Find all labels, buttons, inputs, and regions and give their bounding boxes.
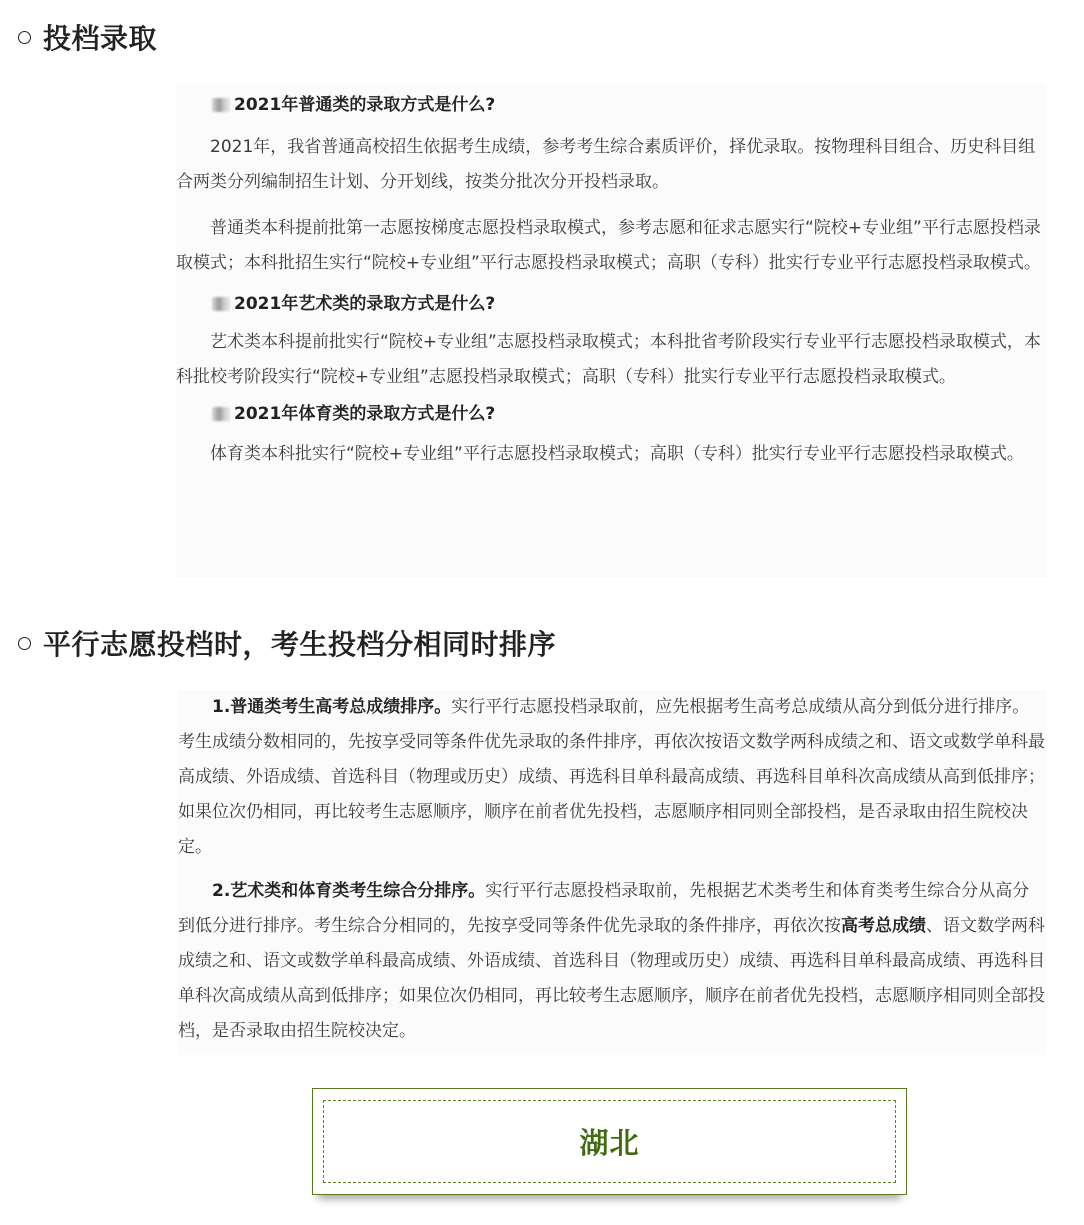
question-text: 2021年体育类的录取方式是什么? bbox=[234, 403, 496, 424]
question-text: 2021年艺术类的录取方式是什么? bbox=[234, 293, 496, 314]
section-heading-tie-ranking bbox=[18, 623, 556, 663]
section-title: 投档录取 bbox=[43, 22, 158, 55]
blurred-emoji-icon bbox=[212, 297, 230, 311]
item-text: 实行平行志愿投档录取前，先根据艺术类考生和体育类考生综合分从高分到低分进行排序。考生综合分相同的，先按享受同等条件优先录取的条件排序，再依次按 bbox=[178, 881, 1030, 936]
admission-content bbox=[176, 84, 1046, 578]
ranking-item-art-sports bbox=[178, 874, 1046, 1049]
circle-bullet-icon bbox=[18, 31, 31, 44]
item-text: 实行平行志愿投档录取前，应先根据考生高考总成绩从高分到低分进行排序。考生成绩分数相同的，先按享受同等条件优先录取的条件排序，再依次按语文数学两科成绩之和、语文或数学单科最高成绩、外语成绩、首选科目（物理或历史）成绩、再选科目单科最高成绩、再选科目单科次高成绩从高到低排序；如果位次仍相同，再比较考生志愿顺序，顺序在前者优先投档，志愿顺序相同则全部投档，是否录取由招生院校决定。 bbox=[178, 697, 1045, 857]
paragraph: 普通类本科提前批第一志愿按梯度志愿投档录取模式，参考志愿和征求志愿实行“院校+专业组”平行志愿投档录取模式；本科批招生实行“院校+专业组”平行志愿投档录取模式；高职（专科）批实行专业平行志愿投档录取模式。 bbox=[176, 218, 1041, 273]
item-title: 2.艺术类和体育类考生综合分排序。 bbox=[212, 881, 486, 901]
item-emphasis: 高考总成绩 bbox=[841, 916, 926, 936]
circle-bullet-icon bbox=[18, 637, 31, 650]
item-text: 、语文数学两科成绩之和、语文或数学单科最高成绩、外语成绩、首选科目（物理或历史）成绩、再选科目单科最高成绩、再选科目单科次高成绩从高到低排序；如果位次仍相同，再比较考生志愿顺序，顺序在前者优先投档，志愿顺序相同则全部投档，是否录取由招生院校决定。 bbox=[178, 916, 1045, 1041]
question-art bbox=[212, 287, 1046, 321]
region-card bbox=[312, 1088, 907, 1195]
section-title: 平行志愿投档时，考生投档分相同时排序 bbox=[43, 628, 557, 661]
section-heading-admission bbox=[18, 17, 157, 57]
paragraph: 艺术类本科提前批实行“院校+专业组”志愿投档录取模式；本科批省考阶段实行专业平行志愿投档录取模式，本科批校考阶段实行“院校+专业组”志愿投档录取模式；高职（专科）批实行专业平行志愿投档录取模式。 bbox=[176, 332, 1041, 387]
question-sports bbox=[212, 397, 1046, 431]
ranking-item-general bbox=[178, 690, 1046, 865]
paragraph: 体育类本科批实行“院校+专业组”平行志愿投档录取模式；高职（专科）批实行专业平行志愿投档录取模式。 bbox=[210, 444, 1024, 464]
ranking-content bbox=[178, 690, 1046, 1055]
question-text: 2021年普通类的录取方式是什么? bbox=[234, 94, 496, 115]
blurred-emoji-icon bbox=[212, 98, 230, 112]
region-card-inner bbox=[323, 1100, 896, 1183]
blurred-emoji-icon bbox=[212, 407, 230, 421]
region-title: 湖北 bbox=[579, 1126, 640, 1160]
question-general bbox=[212, 88, 1046, 122]
paragraph: 2021年，我省普通高校招生依据考生成绩，参考考生综合素质评价，择优录取。按物理科目组合、历史科目组合两类分列编制招生计划、分开划线，按类分批次分开投档录取。 bbox=[176, 137, 1036, 192]
item-title: 1.普通类考生高考总成绩排序。 bbox=[212, 697, 452, 717]
